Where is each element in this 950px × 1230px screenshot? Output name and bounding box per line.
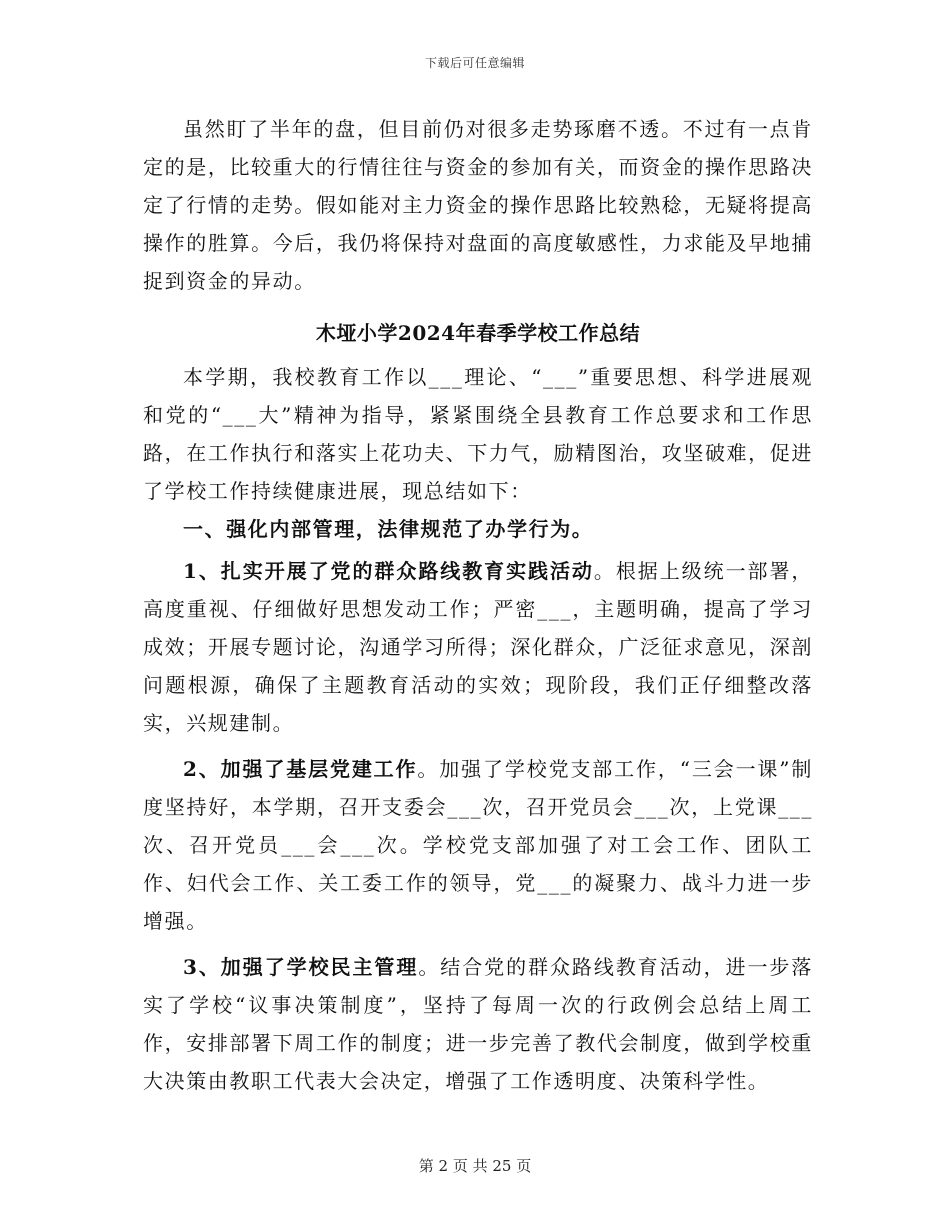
item-paragraph-3 — [143, 948, 813, 1100]
item-body-2: 。加强了学校党支部工作，“三会一课”制度坚持好，本学期，召开支委会___次，召开党员会___次，上党课___次、召开党员___会___次。学校党支部加强了对工会工作、团队工作、妇代会工作、关工委工作的领导，党___的凝聚力、战斗力进一步增强。 — [143, 757, 813, 933]
item-lead-2: 2、加强了基层党建工作 — [183, 757, 418, 781]
summary-paragraph: 本学期，我校教育工作以___理论、“___”重要思想、科学进展观和党的“___大”精神为指导，紧紧围绕全县教育工作总要求和工作思路，在工作执行和落实上花功夫、下力气，励精图治，攻坚破难，促进了学校工作持续健康进展，现总结如下： — [143, 365, 813, 503]
header-note: 下载后可任意编辑 — [424, 56, 525, 70]
item-paragraph-1 — [143, 552, 813, 742]
document-body — [143, 110, 813, 1100]
document-title: 木垭小学2024年春季学校工作总结 — [315, 321, 641, 345]
spacer — [143, 300, 813, 308]
item-paragraph-2 — [143, 750, 813, 940]
intro-paragraph: 虽然盯了半年的盘，但目前仍对很多走势琢磨不透。不过有一点肯定的是，比较重大的行情往往与资金的参加有关，而资金的操作思路决定了行情的走势。假如能对主力资金的操作思路比较熟稔，无疑将提高操作的胜算。今后，我仍将保持对盘面的高度敏感性，力求能及早地捕捉到资金的异动。 — [143, 117, 813, 293]
page-footer: 第 2 页 共 25 页 — [418, 1157, 532, 1175]
section-heading: 一、强化内部管理，法律规范了办学行为。 — [183, 517, 594, 541]
item-lead-1: 1、扎实开展了党的群众路线教育实践活动 — [183, 559, 594, 583]
item-body-1: 。根据上级统一部署，高度重视、仔细做好思想发动工作；严密___，主题明确，提高了学习成效；开展专题讨论，沟通学习所得；深化群众，广泛征求意见，深剖问题根源，确保了主题教育活动的实效；现阶段，我们正仔细整改落实，兴规建制。 — [143, 559, 813, 735]
item-body-3: 。结合党的群众路线教育活动，进一步落实了学校“议事决策制度”，坚持了每周一次的行政例会总结上周工作，安排部署下周工作的制度；进一步完善了教代会制度，做到学校重大决策由教职工代表大会决定，增强了工作透明度、决策科学性。 — [143, 955, 813, 1093]
item-lead-3: 3、加强了学校民主管理 — [183, 955, 419, 979]
